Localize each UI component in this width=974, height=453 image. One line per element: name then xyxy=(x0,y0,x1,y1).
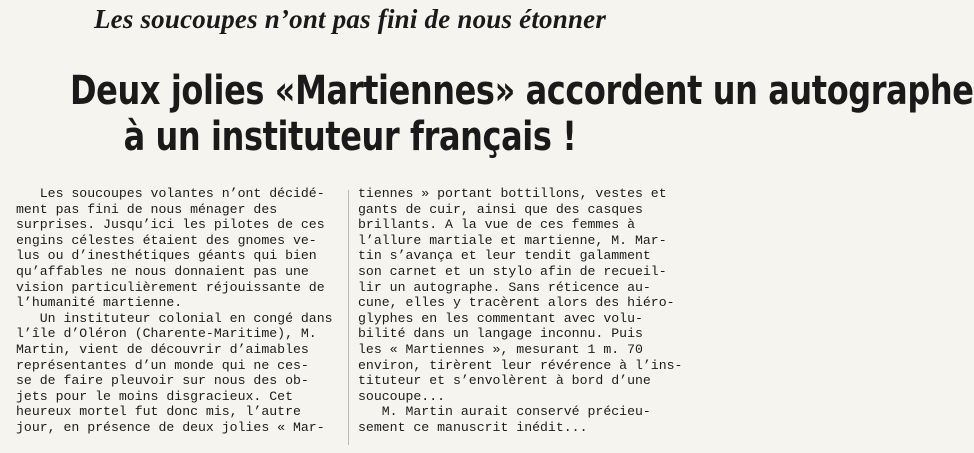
text-line: Martin, vient de découvrir d’aimables xyxy=(16,341,309,357)
text-line: heureux mortel fut donc mis, l’autre xyxy=(16,404,301,420)
column-divider xyxy=(348,190,349,445)
text-line: Un instituteur colonial en congé dans xyxy=(16,310,333,326)
text-line: lir un autographe. Sans réticence au- xyxy=(358,279,651,295)
text-line: surprises. Jusqu’ici les pilotes de ces xyxy=(16,217,325,233)
text-line: tituteur et s’envolèrent à bord d’une xyxy=(358,373,651,389)
text-line: l’humanité martienne. xyxy=(16,295,183,311)
text-line: l’allure martiale et martienne, M. Mar- xyxy=(358,232,667,248)
article-column-left xyxy=(16,186,342,436)
text-line: son carnet et un stylo afin de recueil- xyxy=(358,263,667,279)
text-line: tin s’avança et leur tendit galamment xyxy=(358,248,651,264)
text-line: engins célestes étaient des gnomes ve- xyxy=(16,232,317,248)
text-line: Les soucoupes volantes n’ont décidé- xyxy=(16,186,325,201)
text-line: qu’affables ne nous donnaient pas une xyxy=(16,263,309,279)
text-line: cune, elles y tracèrent alors des hiéro- xyxy=(358,295,675,311)
text-line: vision particulièrement réjouissante de xyxy=(16,279,325,295)
text-line: lus ou d’inesthétiques géants qui bien xyxy=(16,248,317,264)
text-line: M. Martin aurait conservé précieu- xyxy=(358,404,651,420)
article-column-right xyxy=(358,186,690,436)
text-line: jets pour le moins disgracieux. Cet xyxy=(16,388,293,404)
text-line: environ, tirèrent leur révérence à l’ins- xyxy=(358,357,683,373)
text-line: brillants. A la vue de ces femmes à xyxy=(358,217,635,233)
text-line: l’île d’Oléron (Charente-Maritime), M. xyxy=(16,326,317,342)
text-line: représentantes d’un monde qui ne ces- xyxy=(16,357,309,373)
text-line: soucoupe... xyxy=(358,388,446,404)
kicker-headline: Les soucoupes n’ont pas fini de nous étonner xyxy=(93,4,607,34)
text-line: jour, en présence de deux jolies « Mar- xyxy=(16,419,325,435)
headline-line-2: à un instituteur français ! xyxy=(123,114,577,160)
text-line: ment pas fini de nous ménager des xyxy=(16,201,278,217)
text-line: les « Martiennes », mesurant 1 m. 70 xyxy=(358,341,643,357)
main-headline xyxy=(0,68,974,160)
text-line: sement ce manuscrit inédit... xyxy=(358,419,588,435)
text-line: gants de cuir, ainsi que des casques xyxy=(358,201,643,217)
headline-line-1: Deux jolies «Martiennes» accordent un autographe xyxy=(70,68,974,114)
text-line: glyphes en les commentant avec volu- xyxy=(358,310,643,326)
text-line: se de faire pleuvoir sur nous des ob- xyxy=(16,373,309,389)
text-line: tiennes » portant bottillons, vestes et xyxy=(358,186,667,201)
text-line: bilité dans un langage inconnu. Puis xyxy=(358,326,643,342)
